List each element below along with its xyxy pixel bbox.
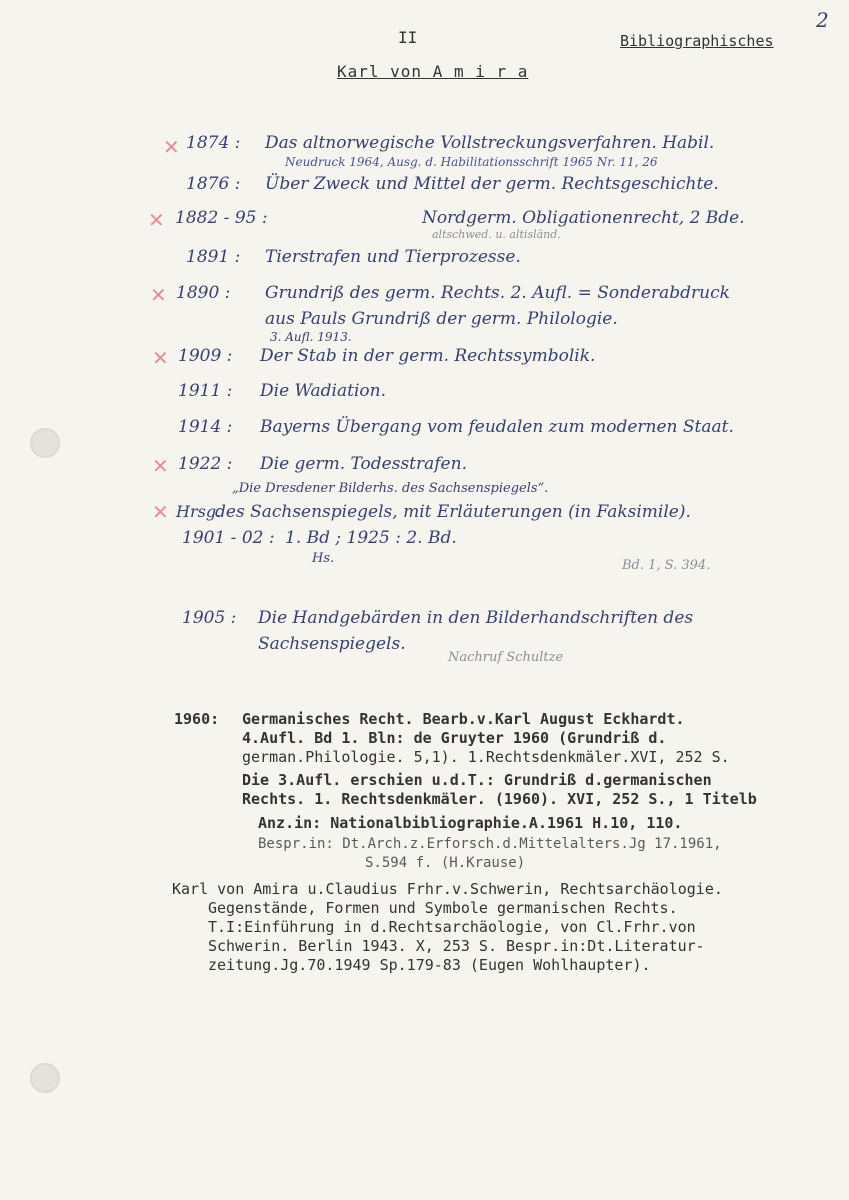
entry-year: 1909 : [178,346,233,366]
pencil-note: Bd. 1, S. 394. [622,558,711,573]
entry-year: 1901 - 02 : [182,528,275,548]
cross-mark: ✕ [152,346,169,370]
typed-line: Bespr.in: Dt.Arch.z.Erforsch.d.Mittelalters.Jg 17.1961, [258,836,722,852]
entry-note: Neudruck 1964, Ausg. d. Habilitationsschrift 1965 Nr. 11, 26 [285,155,658,169]
typed-line: Gegenstände, Formen und Symbole germanischen Rechts. [208,899,678,917]
entry-text: Das altnorwegische Vollstreckungsverfahren. Habil. [265,133,715,153]
entry-year: 1922 : [178,454,233,474]
entry-note: „Die Dresdener Bilderhs. des Sachsenspiegels“. [232,481,549,496]
entry-year: 1874 : [186,133,241,153]
punch-hole-bottom [30,1063,60,1093]
entry-text: Nordgerm. Obligationenrecht, 2 Bde. [422,208,745,228]
entry-note: 3. Aufl. 1913. [270,330,352,344]
entry-year: 1911 : [178,381,233,401]
cross-mark: ✕ [152,500,169,524]
page-roman-numeral: II [398,28,418,47]
cross-mark: ✕ [152,454,169,478]
entry-year: 1882 - 95 : [175,208,268,228]
author-heading: Karl von A m i r a [337,62,529,81]
typed-line: german.Philologie. 5,1). 1.Rechtsdenkmäler.XVI, 252 S. [242,748,730,766]
pencil-note: Nachruf Schultze [448,650,564,665]
typed-line: zeitung.Jg.70.1949 Sp.179-83 (Eugen Wohlhaupter). [208,956,651,974]
typed-line: S.594 f. (H.Krause) [365,855,526,871]
entry-text: Grundriß des germ. Rechts. 2. Aufl. = Sonderabdruck [265,283,730,303]
typed-line: Die 3.Aufl. erschien u.d.T.: Grundriß d.germanischen [242,771,712,789]
punch-hole-top [30,428,60,458]
typed-line: Schwerin. Berlin 1943. X, 253 S. Bespr.in:Dt.Literatur- [208,937,705,955]
typed-line: Anz.in: Nationalbibliographie.A.1961 H.10, 110. [258,814,683,832]
entry-year: 1891 : [186,247,241,267]
typed-line: Germanisches Recht. Bearb.v.Karl August Eckhardt. [242,710,685,728]
entry-text: Die Handgebärden in den Bilderhandschriften des [258,608,694,628]
entry-text: Der Stab in der germ. Rechtssymbolik. [260,346,596,366]
entry-note: altschwed. u. altisländ. [432,228,561,241]
entry-year: Hrsg. [176,502,222,521]
cross-mark: ✕ [148,208,165,232]
typed-year: 1960: [174,710,220,728]
page-number: 2 [816,8,829,32]
typed-line: Karl von Amira u.Claudius Frhr.v.Schwerin, Rechtsarchäologie. [172,880,723,898]
entry-text: Sachsenspiegels. [258,634,406,654]
entry-year: 1876 : [186,174,241,194]
category-heading: Bibliographisches [620,32,774,50]
entry-text: aus Pauls Grundriß der germ. Philologie. [265,309,618,329]
cross-mark: ✕ [163,135,180,159]
entry-text: Bayerns Übergang vom feudalen zum modernen Staat. [260,417,734,437]
entry-text: 1. Bd ; 1925 : 2. Bd. [285,528,457,548]
cross-mark: ✕ [150,283,167,307]
entry-year: 1890 : [176,283,231,303]
entry-text: Über Zweck und Mittel der germ. Rechtsgeschichte. [265,174,719,194]
entry-note: Hs. [312,551,335,566]
typed-line: T.I:Einführung in d.Rechtsarchäologie, von Cl.Frhr.von [208,918,696,936]
entry-text: Die germ. Todesstrafen. [260,454,467,474]
entry-year: 1905 : [182,608,237,628]
entry-text: Die Wadiation. [260,381,386,401]
entry-text: des Sachsenspiegels, mit Erläuterungen (in Faksimile). [215,502,691,522]
entry-text: Tierstrafen und Tierprozesse. [265,247,521,267]
typed-line: 4.Aufl. Bd 1. Bln: de Gruyter 1960 (Grundriß d. [242,729,667,747]
typed-line: Rechts. 1. Rechtsdenkmäler. (1960). XVI, 252 S., 1 Titelb [242,790,757,808]
entry-year: 1914 : [178,417,233,437]
